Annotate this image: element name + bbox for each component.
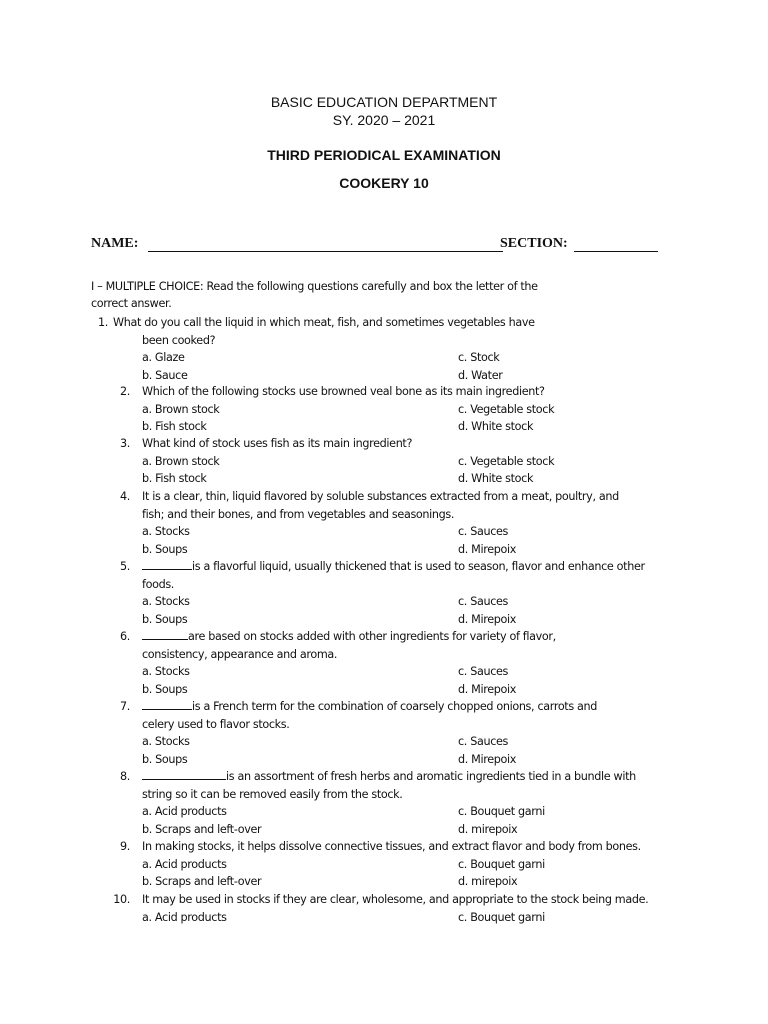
instruction-text-1: Read the following questions carefully and box the letter of the (206, 280, 538, 293)
option-d: d. Mirepoix (458, 752, 517, 766)
option-d: d. Water (458, 368, 503, 382)
question-number: 4. (120, 490, 130, 503)
question-number: 5. (120, 560, 130, 573)
question-text (142, 489, 619, 504)
question-text (142, 436, 412, 451)
option-b: b. Sauce (142, 368, 188, 382)
option-b: b. Fish stock (142, 472, 207, 486)
option-a: a. Acid products (142, 805, 227, 819)
question-line: Which of the following stocks use browned veal bone as its main ingredient? (142, 385, 545, 398)
option-b: b. Fish stock (142, 420, 207, 434)
question-line: been cooked? (142, 333, 216, 347)
option-a: a. Stocks (142, 665, 190, 679)
option-b: b. Soups (142, 542, 188, 556)
option-a: a. Acid products (142, 910, 227, 924)
option-c: c. Stock (458, 351, 500, 365)
student-info-row (91, 236, 671, 258)
option-c: c. Vegetable stock (458, 454, 555, 468)
section-field[interactable] (574, 251, 658, 252)
option-a: a. Stocks (142, 735, 190, 749)
question-text (142, 839, 641, 854)
question-text (142, 333, 215, 348)
option-a: a. Acid products (142, 857, 227, 871)
question-line: In making stocks, it helps dissolve connective tissues, and extract flavor and body from bones. (142, 840, 641, 853)
question-text (142, 699, 597, 714)
subject-title: COOKERY 10 (339, 175, 429, 191)
option-c: c. Bouquet garni (458, 805, 545, 819)
answer-blank (142, 559, 192, 570)
question-text (142, 769, 636, 784)
section-heading: I – MULTIPLE CHOICE: (91, 280, 204, 293)
name-label: NAME: (91, 236, 139, 251)
option-c: c. Sauces (458, 595, 509, 609)
option-d: d. Mirepoix (458, 682, 517, 696)
section-instruction (91, 279, 538, 294)
question-text (142, 629, 556, 644)
option-b: b. Soups (142, 682, 188, 696)
option-b: b. Scraps and left-over (142, 822, 262, 836)
option-a: a. Stocks (142, 595, 190, 609)
question-number: 7. (120, 700, 130, 713)
question-line: consistency, appearance and aroma. (142, 647, 338, 661)
question-text (142, 787, 403, 802)
exam-title: THIRD PERIODICAL EXAMINATION (267, 147, 501, 163)
question-line: foods. (142, 577, 175, 591)
question-text (142, 892, 648, 907)
question-line: celery used to flavor stocks. (142, 717, 290, 731)
question-line: What do you call the liquid in which meat, fish, and sometimes vegetables have (113, 316, 535, 329)
option-d: d. mirepoix (458, 875, 518, 889)
question-number: 10. (113, 893, 130, 906)
option-b: b. Soups (142, 752, 188, 766)
answer-blank (142, 769, 226, 780)
answer-blank (142, 699, 192, 710)
question-text (113, 315, 535, 330)
question-number: 8. (120, 770, 130, 783)
question-line: string so it can be removed easily from the stock. (142, 787, 403, 801)
question-text (142, 717, 290, 732)
school-year: SY. 2020 – 2021 (332, 112, 436, 128)
question-text (142, 384, 545, 399)
section-label: SECTION: (500, 236, 568, 251)
question-text (142, 507, 454, 522)
option-d: d. Mirepoix (458, 542, 517, 556)
option-b: b. Scraps and left-over (142, 875, 262, 889)
question-text (142, 647, 337, 662)
instruction-text-2: correct answer. (91, 297, 172, 310)
question-number: 2. (120, 385, 130, 398)
option-d: d. White stock (458, 420, 534, 434)
question-line: What kind of stock uses fish as its main ingredient? (142, 437, 413, 450)
option-c: c. Sauces (458, 735, 509, 749)
option-c: c. Sauces (458, 525, 509, 539)
option-a: a. Brown stock (142, 454, 220, 468)
question-line: is an assortment of fresh herbs and aromatic ingredients tied in a bundle with (226, 770, 636, 783)
question-number: 6. (120, 630, 130, 643)
question-number: 3. (120, 437, 130, 450)
question-line: It may be used in stocks if they are clear, wholesome, and appropriate to the stock being made. (142, 893, 649, 906)
option-d: d. White stock (458, 472, 534, 486)
question-line: fish; and their bones, and from vegetables and seasonings. (142, 507, 455, 521)
option-c: c. Bouquet garni (458, 910, 545, 924)
option-c: c. Vegetable stock (458, 402, 555, 416)
question-line: is a French term for the combination of coarsely chopped onions, carrots and (192, 700, 598, 713)
question-line: is a flavorful liquid, usually thickened that is used to season, flavor and enhance other (192, 560, 645, 573)
question-text (142, 559, 645, 574)
option-b: b. Soups (142, 612, 188, 626)
department-heading: BASIC EDUCATION DEPARTMENT (270, 94, 498, 110)
option-a: a. Stocks (142, 525, 190, 539)
question-line: It is a clear, thin, liquid flavored by soluble substances extracted from a meat, poultry, and (142, 490, 619, 503)
question-number: 9. (120, 840, 130, 853)
name-field[interactable] (148, 251, 503, 252)
question-line: are based on stocks added with other ingredients for variety of flavor, (188, 630, 556, 643)
answer-blank (142, 629, 188, 640)
question-number: 1. (98, 316, 108, 329)
option-c: c. Bouquet garni (458, 857, 545, 871)
option-c: c. Sauces (458, 665, 509, 679)
option-a: a. Glaze (142, 351, 185, 365)
option-d: d. Mirepoix (458, 612, 517, 626)
question-text (142, 577, 174, 592)
option-a: a. Brown stock (142, 402, 220, 416)
option-d: d. mirepoix (458, 822, 518, 836)
